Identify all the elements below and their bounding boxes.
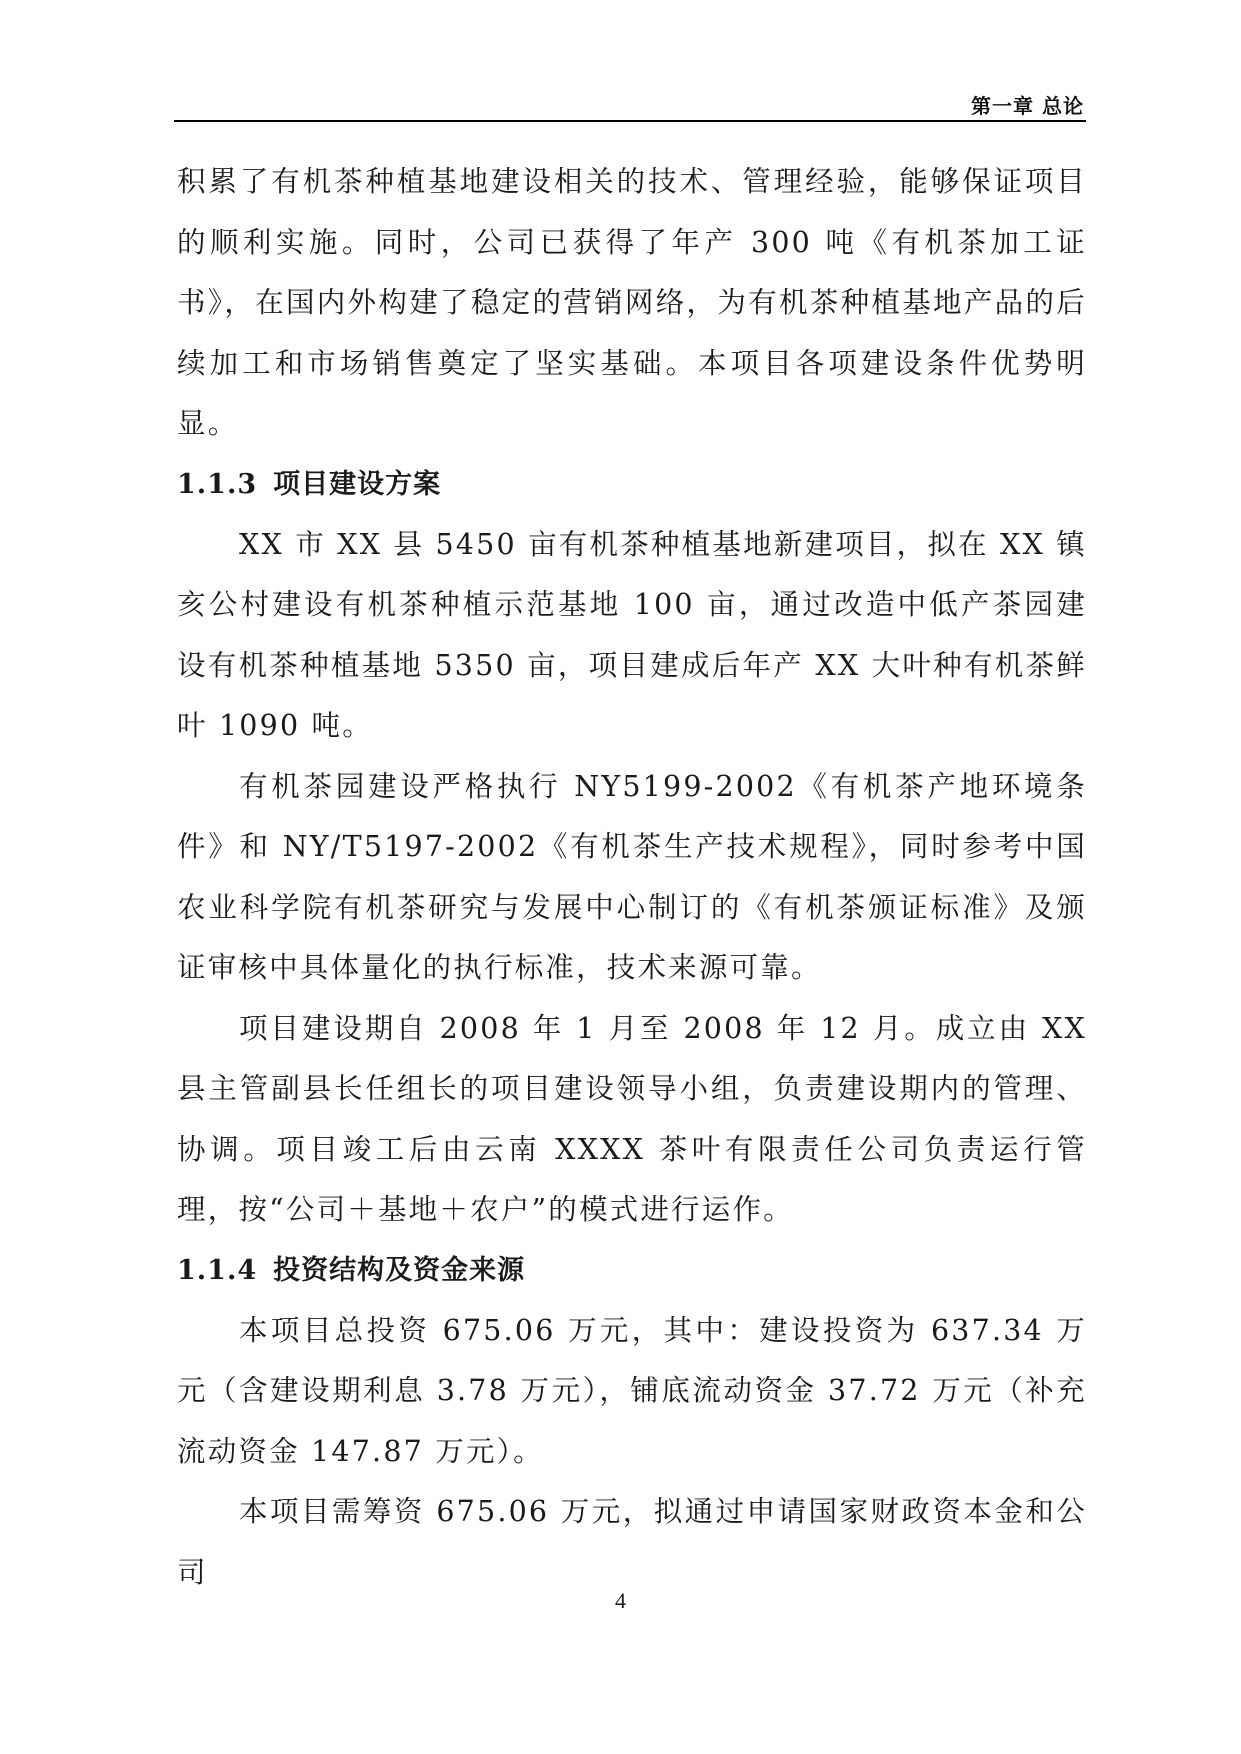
paragraph: 本项目总投资 675.06 万元，其中：建设投资为 637.34 万元（含建设期利息 3.78 万元），铺底流动资金 37.72 万元（补充流动资金 147.87 万元）。 bbox=[177, 1313, 1087, 1468]
paragraph: 项目建设期自 2008 年 1 月至 2008 年 12 月。成立由 XX 县主管副县长任组长的项目建设领导小组，负责建设期内的管理、协调。项目竣工后由云南 XXXX 茶叶有限责任公司负责运行管理，按“公司＋基地＋农户”的模式进行运作。 bbox=[177, 1011, 1087, 1226]
section-title: 项目建设方案 bbox=[273, 468, 442, 500]
section-number: 1.1.3 bbox=[177, 468, 258, 500]
section-number: 1.1.4 bbox=[177, 1254, 258, 1286]
paragraph: 有机茶园建设严格执行 NY5199-2002《有机茶产地环境条件》和 NY/T5197-2002《有机茶生产技术规程》，同时参考中国农业科学院有机茶研究与发展中心制订的《有机茶颁证标准》及颁证审核中具体量化的执行标准，技术来源可靠。 bbox=[177, 769, 1087, 984]
section-heading-1-1-4 bbox=[177, 1241, 1087, 1301]
section-title: 投资结构及资金来源 bbox=[273, 1254, 526, 1286]
paragraph: 本项目需筹资 675.06 万元，拟通过申请国家财政资本金和公司 bbox=[177, 1495, 1087, 1589]
paragraph: XX 市 XX 县 5450 亩有机茶种植基地新建项目，拟在 XX 镇亥公村建设有机茶种植示范基地 100 亩，通过改造中低产茶园建设有机茶种植基地 5350 亩，项目建成后年产 XX 大叶种有机茶鲜叶 1090 吨。 bbox=[177, 527, 1087, 742]
section-heading-1-1-3 bbox=[177, 455, 1087, 515]
chapter-title: 第一章 总论 bbox=[971, 94, 1084, 118]
paragraph-intro: 积累了有机茶种植基地建设相关的技术、管理经验，能够保证项目的顺利实施。同时，公司已获得了年产 300 吨《有机茶加工证书》，在国内外构建了稳定的营销网络，为有机茶种植基地产品的后续加工和市场销售奠定了坚实基础。本项目各项建设条件优势明显。 bbox=[177, 165, 1087, 440]
document-body bbox=[177, 152, 1087, 1603]
page-number: 4 bbox=[615, 1588, 626, 1613]
page-header bbox=[174, 88, 1086, 122]
